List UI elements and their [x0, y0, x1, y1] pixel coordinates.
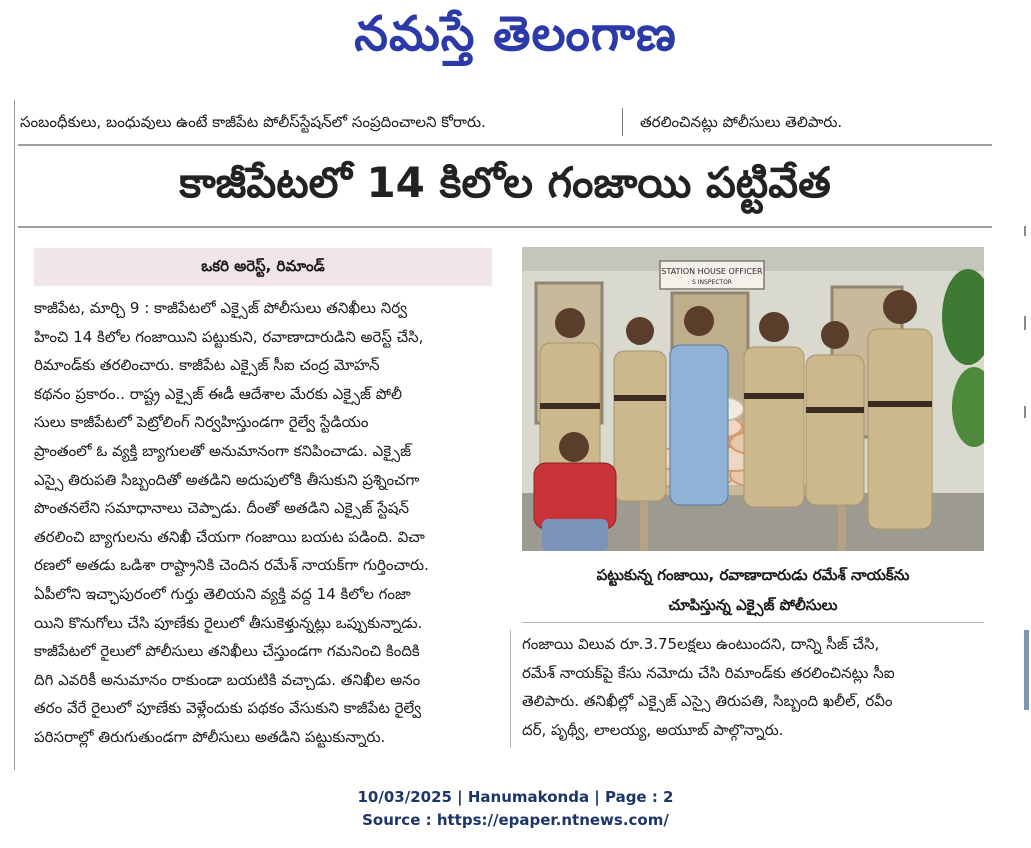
body-line: సులు కాజీపేటలో పెట్రోలింగ్ నిర్వహిస్తుండగా రైల్వే స్టేడియం	[34, 413, 369, 432]
edge-marks-art	[1022, 226, 1031, 726]
article-subhead: ఒకరి అరెస్ట్, రిమాండ్	[201, 257, 325, 275]
news-clipping	[14, 100, 996, 770]
footer-source-line: Source : https://epaper.ntnews.com/	[362, 811, 669, 829]
page-footer	[0, 786, 1031, 832]
news-photo-illustration	[522, 247, 984, 551]
article-body	[34, 294, 494, 752]
column-separator	[622, 108, 623, 136]
continuation-line: రమేశ్ నాయక్‌పై కేసు నమోదు చేసి రిమాండ్‌కు తరలించినట్లు సీఐ	[522, 663, 895, 682]
body-line: దిగి ఎవరికీ అనుమానం రాకుండా బయటికి వచ్చాడు. తనిఖీల అనం	[34, 670, 421, 689]
divider	[522, 622, 984, 623]
continuation-line: తెలిపారు. తనిఖీల్లో ఎక్సైజ్ ఎస్సై తిరుపతి, సిబ్బంది ఖలీల్, రవీం	[522, 692, 893, 710]
body-line: ఏపీలోని ఇచ్ఛాపురంలో గుర్తు తెలియని వ్యక్తి వద్ద 14 కిలోల గంజా	[34, 584, 411, 603]
caption-line: చూపిస్తున్న ఎక్సైజ్ పోలీసులు	[668, 596, 838, 614]
column-rule	[510, 630, 511, 748]
body-line: పరిసరాల్లో తిరుగుతుండగా పోలీసులు అతడిని పట్టుకున్నారు.	[34, 727, 386, 746]
subhead-box	[34, 248, 492, 286]
page-edge-marks	[1022, 226, 1031, 726]
masthead	[0, 0, 1031, 80]
body-line: రిమాండ్‌కు తరలించారు. కాజీపేట ఎక్సైజ్ సీఐ చంద్ర మోహన్	[34, 356, 380, 375]
body-line: కాజీపేటలో రైలులో పోలీసులు తనిఖీలు చేస్తుండగా గమనించి కిందికి	[34, 642, 420, 661]
divider	[18, 226, 992, 228]
continuation-line: దర్, పృథ్వీ, లాలయ్య, అయూబ్ పాల్గొన్నారు.	[522, 720, 784, 739]
caption-line: పట్టుకున్న గంజాయి, రవాణాదారుడు రమేశ్ నాయక్‌ను	[596, 566, 910, 584]
body-line: కథనం ప్రకారం.. రాష్ట్ర ఎక్సైజ్ ఈడీ ఆదేశాల మేరకు ఎక్సైజ్ పోలీ	[34, 384, 402, 403]
masthead-title: నమస్తే తెలంగాణ	[354, 6, 677, 62]
sign-line-2: S INSPECTOR	[692, 279, 732, 286]
body-line: రణలో అతడు ఒడిశా రాష్ట్రానికి చెందిన రమేశ్ నాయక్‌గా గుర్తించారు.	[34, 556, 429, 575]
news-photo	[522, 247, 984, 551]
sign-line-1: STATION HOUSE OFFICER	[661, 267, 763, 276]
body-line: తరం వేరే రైలులో పూణేకు వెళ్లేందుకు పథకం వేసుకుని కాజీపేట రైల్వే	[34, 699, 422, 718]
body-line: ఎస్సై తిరుపతి సిబ్బందితో అతడిని అదుపులోకి తీసుకుని ప్రశ్నించగా	[34, 470, 420, 489]
article-headline: కాజీపేటలో 14 కిలోల గంజాయి పట్టివేత	[179, 158, 831, 207]
photo-caption	[522, 560, 984, 620]
body-line: తరలించి బ్యాగులను తనిఖీ చేయగా గంజాయి బయట పడింది. విచా	[34, 527, 425, 546]
continuation-line: గంజాయి విలువ రూ.3.75లక్షలు ఉంటుందని, దాన్ని సీజ్ చేసి,	[522, 635, 880, 653]
article-continuation	[522, 630, 986, 744]
body-line: యిని కొనుగోలు చేసి పూణేకు రైలులో తీసుకెళ్తున్నట్లు ఒప్పుకున్నాడు.	[34, 613, 423, 632]
body-line: ప్రాంతంలో ఓ వ్యక్తి బ్యాగులతో అనుమానంగా కనిపించాడు. ఎక్సైజ్	[34, 441, 412, 460]
body-line: కాజీపేట, మార్చి 9 : కాజీపేటలో ఎక్సైజ్ పోలీసులు తనిఖీలు నిర్వ	[34, 299, 408, 317]
body-line: హించి 14 కిలోల గంజాయిని పట్టుకుని, రవాణాదారుడిని అరెస్ట్ చేసి,	[34, 327, 424, 346]
footer-edition-line: 10/03/2025 | Hanumakonda | Page : 2	[357, 788, 674, 806]
body-line: పొంతనలేని సమాధానాలు చెప్పాడు. దీంతో అతడిని ఎక్సైజ్ స్టేషన్	[34, 499, 410, 518]
previous-article-left-line: సంబంధీకులు, బంధువులు ఉంటే కాజీపేట పోలీస్‌స్టేషన్‌లో సంప్రదించాలని కోరారు.	[20, 113, 486, 131]
previous-article-right-line: తరలించినట్లు పోలీసులు తెలిపారు.	[640, 113, 843, 131]
divider	[18, 144, 992, 146]
